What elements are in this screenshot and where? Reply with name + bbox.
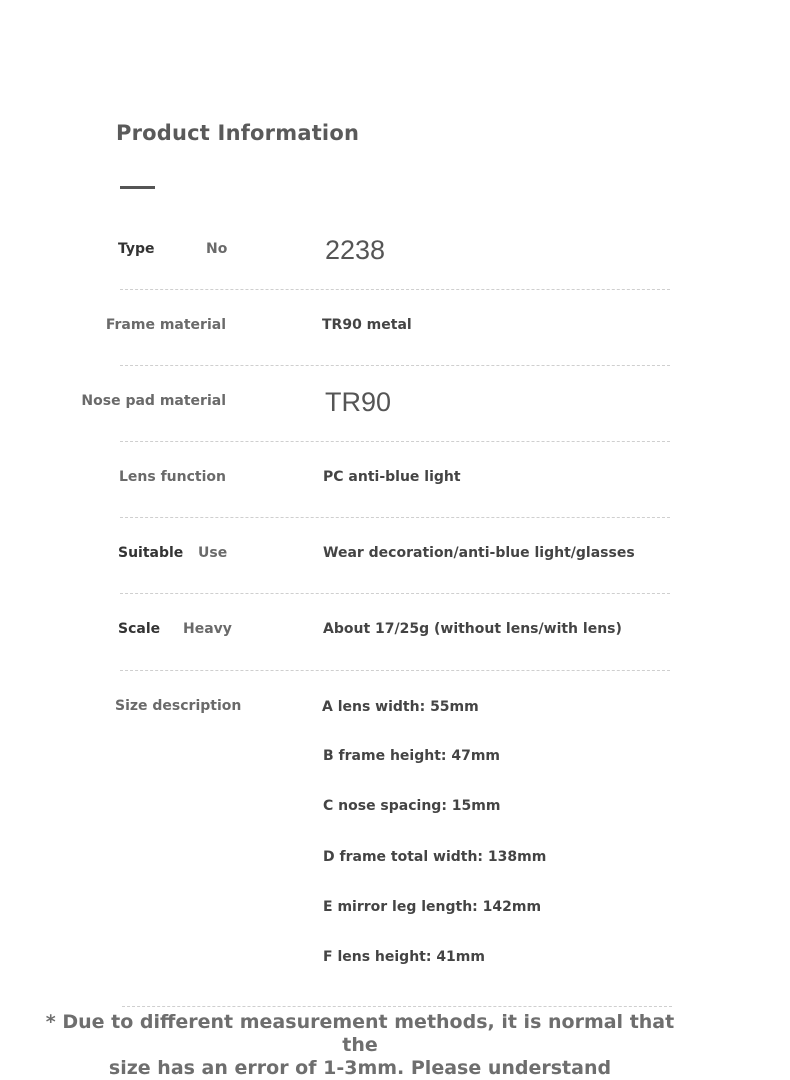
suitable-label: Suitable bbox=[118, 545, 184, 561]
heavy-label: Heavy bbox=[183, 621, 232, 637]
row-divider bbox=[120, 441, 670, 442]
row-divider bbox=[120, 289, 670, 290]
size-item-a: A lens width: 55mm bbox=[322, 699, 479, 715]
footnote-line-2: size has an error of 1-3mm. Please understand bbox=[108, 1057, 612, 1079]
row-divider bbox=[120, 365, 670, 366]
row-divider bbox=[122, 1006, 672, 1007]
weight-value: About 17/25g (without lens/with lens) bbox=[323, 621, 622, 637]
size-item-e: E mirror leg length: 142mm bbox=[323, 899, 542, 915]
use-label: Use bbox=[198, 545, 228, 561]
frame-material-label: Frame material bbox=[105, 317, 226, 333]
size-item-c: C nose spacing: 15mm bbox=[323, 798, 501, 814]
size-item-b: B frame height: 47mm bbox=[323, 748, 501, 764]
size-item-d: D frame total width: 138mm bbox=[323, 849, 547, 865]
nose-pad-material-label: Nose pad material bbox=[81, 393, 226, 409]
row-divider bbox=[120, 593, 670, 594]
row-divider bbox=[120, 670, 670, 671]
title-accent-bar bbox=[120, 186, 155, 189]
measurement-footnote bbox=[30, 1011, 690, 1080]
nose-pad-material-value: TR90 bbox=[325, 387, 392, 417]
no-label: No bbox=[206, 241, 228, 257]
footnote-line-1: * Due to different measurement methods, it is normal that the bbox=[45, 1011, 675, 1056]
frame-material-value: TR90 metal bbox=[322, 317, 412, 333]
row-divider bbox=[120, 517, 670, 518]
model-number-value: 2238 bbox=[325, 235, 386, 265]
size-item-f: F lens height: 41mm bbox=[323, 949, 485, 965]
suitable-use-value: Wear decoration/anti-blue light/glasses bbox=[323, 545, 635, 561]
scale-label: Scale bbox=[118, 621, 161, 637]
page-title: Product Information bbox=[116, 121, 360, 145]
type-label: Type bbox=[118, 241, 155, 257]
lens-function-value: PC anti-blue light bbox=[323, 469, 461, 485]
size-description-label: Size description bbox=[115, 698, 242, 714]
lens-function-label: Lens function bbox=[119, 469, 226, 485]
